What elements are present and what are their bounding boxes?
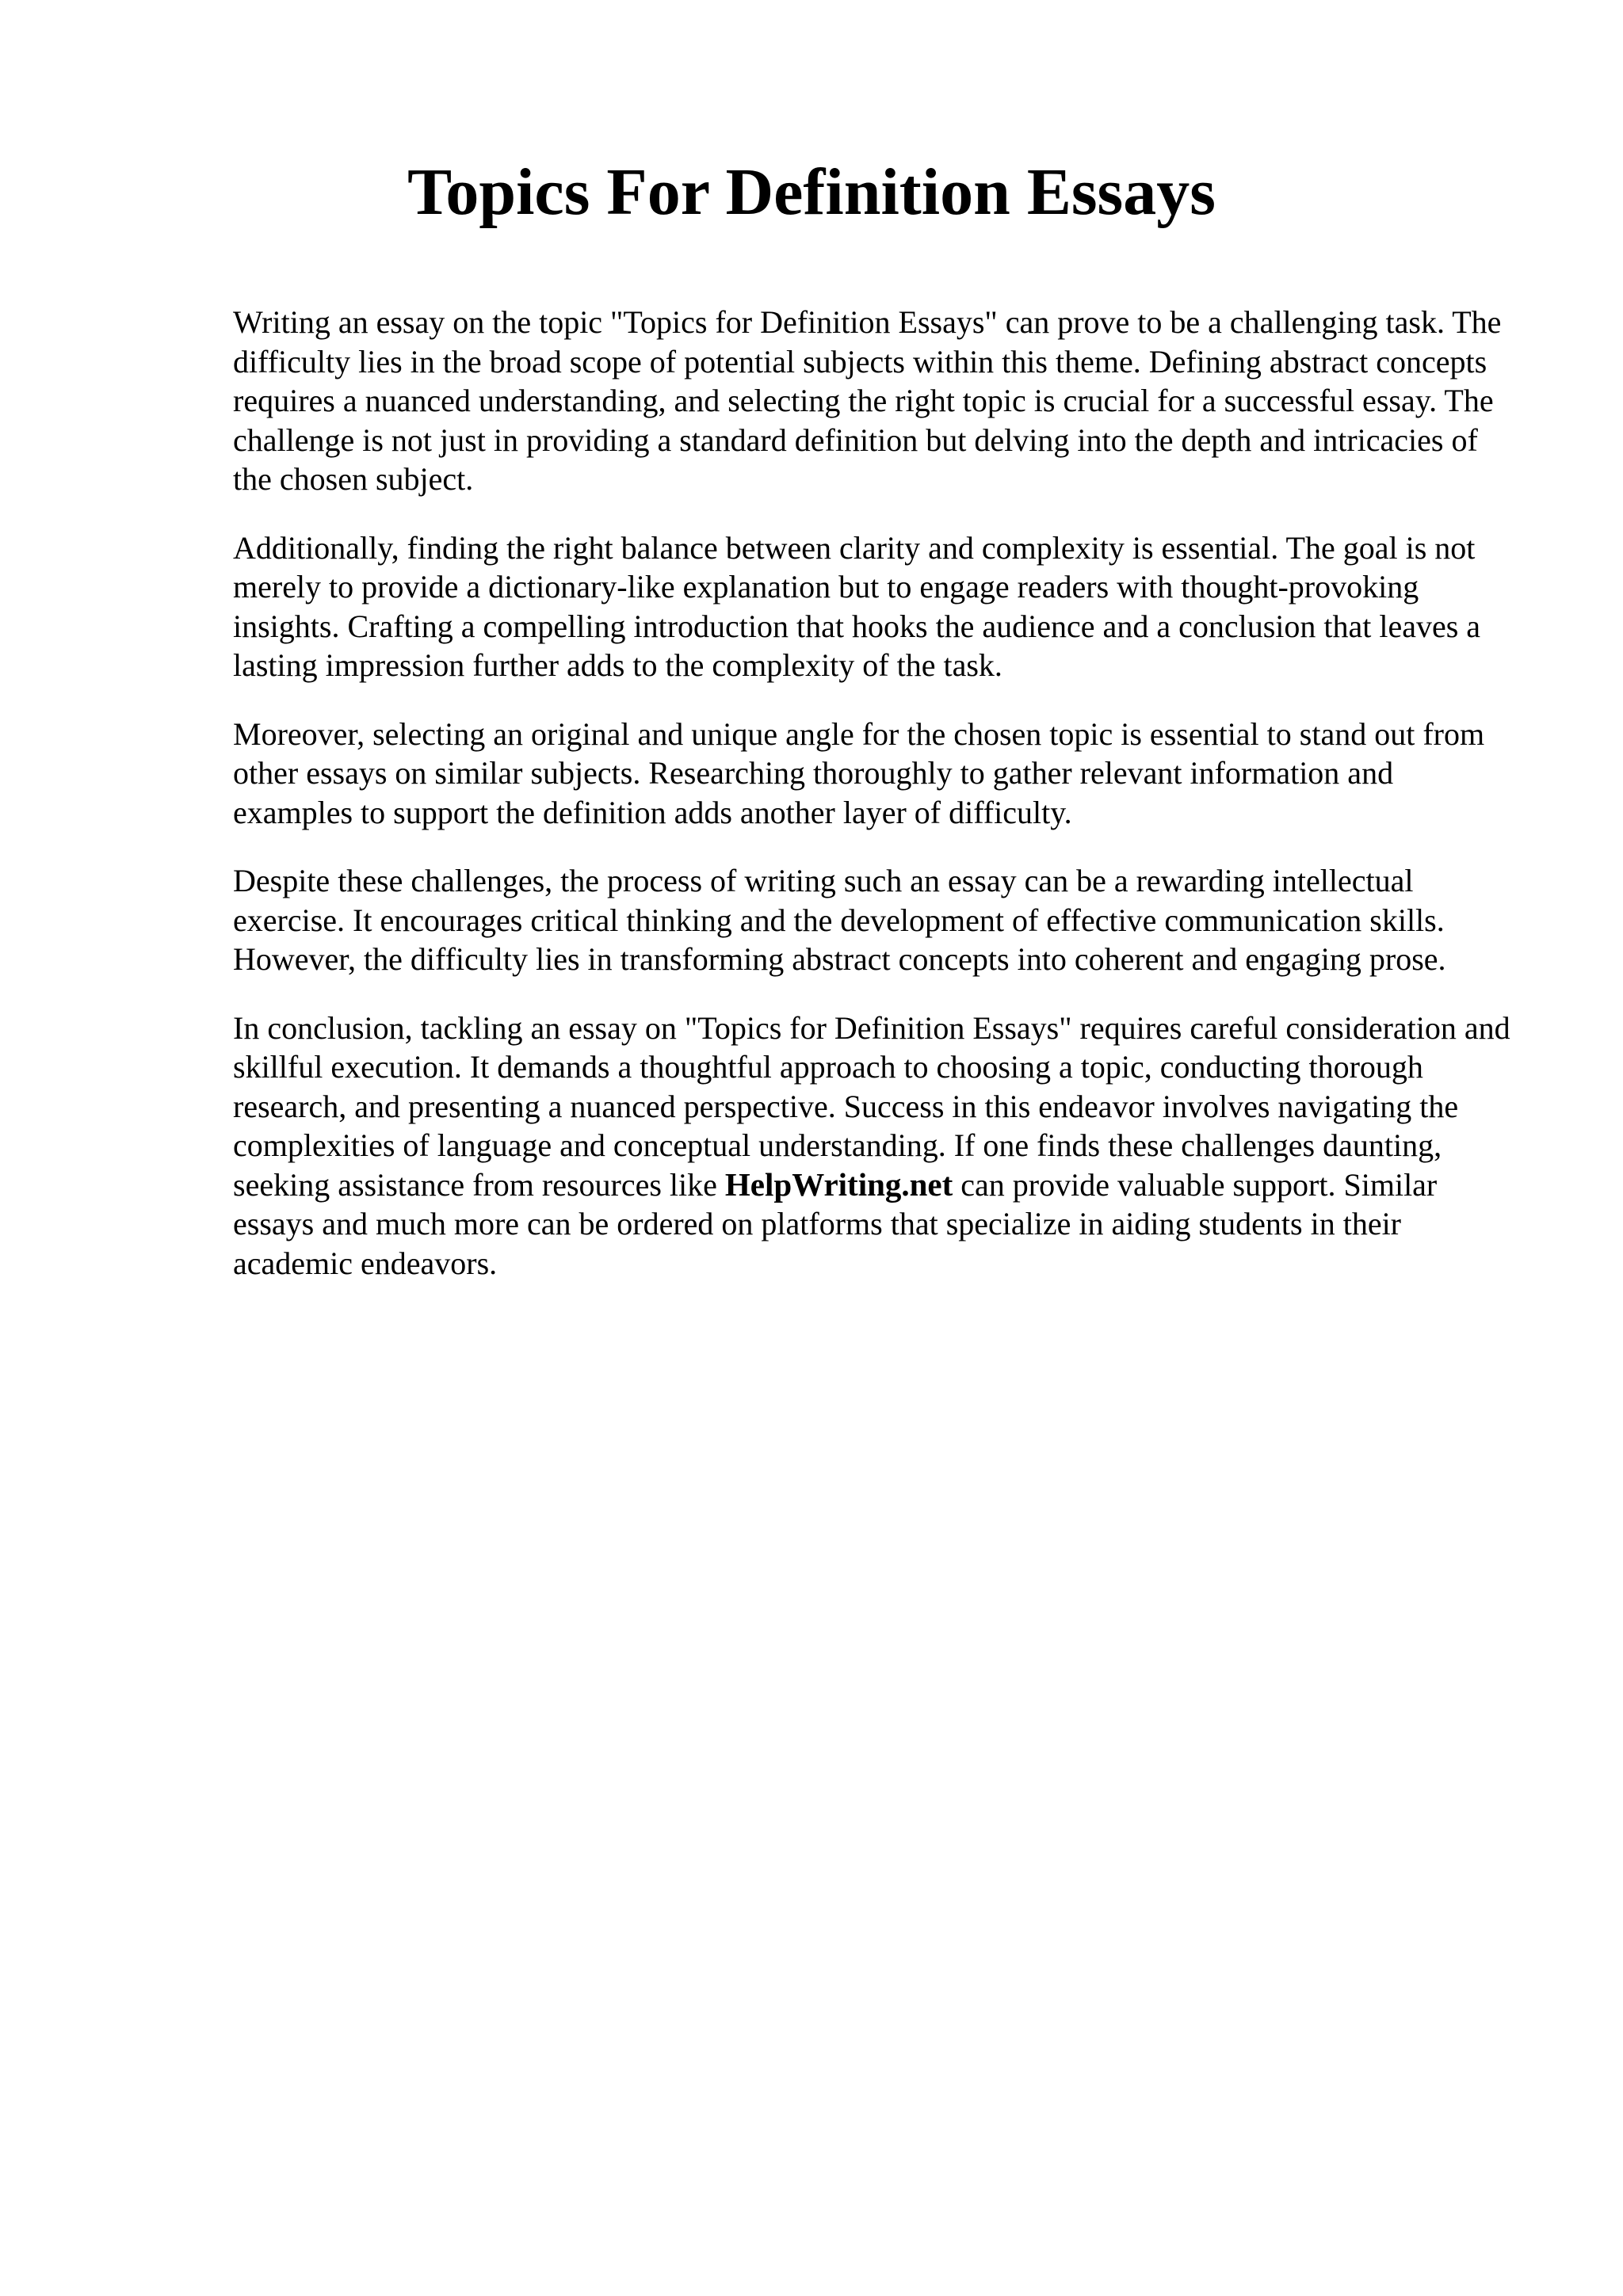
paragraph-2: Additionally, finding the right balance between clarity and complexity is essential. The goal is not merely to provide a dictionary-like explanation but to engage readers with thought-provoking insights. Crafting a compelling introduction that hooks the audience and a conclusion that leaves a lasting impression further adds to the complexity of the task. — [233, 529, 1481, 683]
paragraph-3: Moreover, selecting an original and unique angle for the chosen topic is essential to stand out from other essays on similar subjects. Researching thoroughly to gather relevant information and examples to support the definition adds another layer of difficulty. — [233, 715, 1485, 830]
paragraph-4: Despite these challenges, the process of writing such an essay can be a rewarding intellectual exercise. It encourages critical thinking and the development of effective communication skills. However, the difficulty lies in transforming abstract concepts into coherent and engaging prose. — [233, 863, 1446, 977]
paragraph-1: Writing an essay on the topic "Topics for Definition Essays" can prove to be a challenging task. The difficulty lies in the broad scope of potential subjects within this theme. Defining abstract concepts requires a nuanced understanding, and selecting the right topic is crucial for a successful essay. The challenge is not just in providing a standard definition but delving into the depth and intricacies of the chosen subject. — [233, 304, 1502, 497]
conclusion-text-before: In conclusion, tackling an essay on "Topics for Definition Essays" requires careful consideration and skillful execution. It demands a thoughtful approach to choosing a topic, conducting thorough research, and presenting a nuanced perspective. Success in this endeavor involves navigating the complexities of language and conceptual understanding. If one finds these challenges daunting, seeking assistance from resources like — [233, 1009, 1510, 1203]
paragraph-conclusion — [233, 1009, 1517, 1283]
brand-name: HelpWriting.net — [724, 1165, 953, 1203]
conclusion-text-after: can provide valuable support. Similar essays and much more can be ordered on platforms that specialize in aiding students in their academic endeavors. — [233, 1166, 1438, 1281]
document-title: Topics For Definition Essays — [407, 155, 1216, 229]
document-body — [233, 303, 1517, 1312]
